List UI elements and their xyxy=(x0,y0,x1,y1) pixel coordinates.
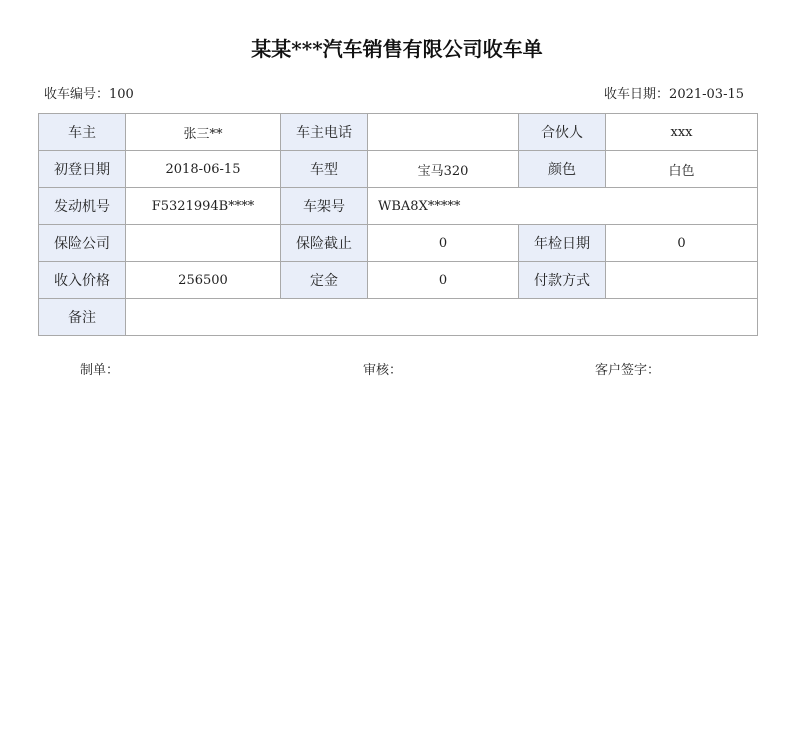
payment-method-value xyxy=(606,262,758,299)
table-row xyxy=(39,262,758,299)
color-label: 颜色 xyxy=(519,151,606,188)
engine-number-value: F5321994B**** xyxy=(126,188,281,225)
table-row xyxy=(39,151,758,188)
owner-phone-value xyxy=(368,114,519,151)
owner-label: 车主 xyxy=(39,114,126,151)
remark-label: 备注 xyxy=(39,299,126,336)
purchase-price-label: 收入价格 xyxy=(39,262,126,299)
vehicle-receipt-table xyxy=(38,113,758,336)
payment-method-label: 付款方式 xyxy=(519,262,606,299)
inspection-date-value: 0 xyxy=(606,225,758,262)
inspection-date-label: 年检日期 xyxy=(519,225,606,262)
frame-number-label: 车架号 xyxy=(281,188,368,225)
maker-signature-label: 制单： xyxy=(80,363,120,378)
receipt-number-value: 100 xyxy=(109,87,134,102)
frame-number-value: WBA8X***** xyxy=(368,188,758,225)
remark-value xyxy=(126,299,758,336)
table-row xyxy=(39,299,758,336)
insurer-label: 保险公司 xyxy=(39,225,126,262)
page-title: 某某***汽车销售有限公司收车单 xyxy=(251,37,543,61)
customer-signature-label: 客户签字： xyxy=(595,363,661,378)
purchase-price-value: 256500 xyxy=(126,262,281,299)
registration-date-value: 2018-06-15 xyxy=(126,151,281,188)
table-row xyxy=(39,225,758,262)
table-row xyxy=(39,114,758,151)
color-value: 白色 xyxy=(606,151,758,188)
insurer-value xyxy=(126,225,281,262)
car-model-label: 车型 xyxy=(281,151,368,188)
receipt-date-value: 2021-03-15 xyxy=(669,87,744,102)
receipt-date-label: 收车日期： xyxy=(604,87,670,102)
receipt-number-label: 收车编号： xyxy=(44,87,110,102)
car-model-value: 宝马320 xyxy=(368,151,519,188)
partner-label: 合伙人 xyxy=(519,114,606,151)
engine-number-label: 发动机号 xyxy=(39,188,126,225)
owner-phone-label: 车主电话 xyxy=(281,114,368,151)
receipt-date xyxy=(604,83,744,102)
owner-value: 张三** xyxy=(126,114,281,151)
insurance-expiry-label: 保险截止 xyxy=(281,225,368,262)
reviewer-signature-label: 审核： xyxy=(363,363,403,378)
partner-value: xxx xyxy=(606,114,758,151)
deposit-value: 0 xyxy=(368,262,519,299)
receipt-number xyxy=(44,83,134,102)
deposit-label: 定金 xyxy=(281,262,368,299)
insurance-expiry-value: 0 xyxy=(368,225,519,262)
table-row xyxy=(39,188,758,225)
registration-date-label: 初登日期 xyxy=(39,151,126,188)
